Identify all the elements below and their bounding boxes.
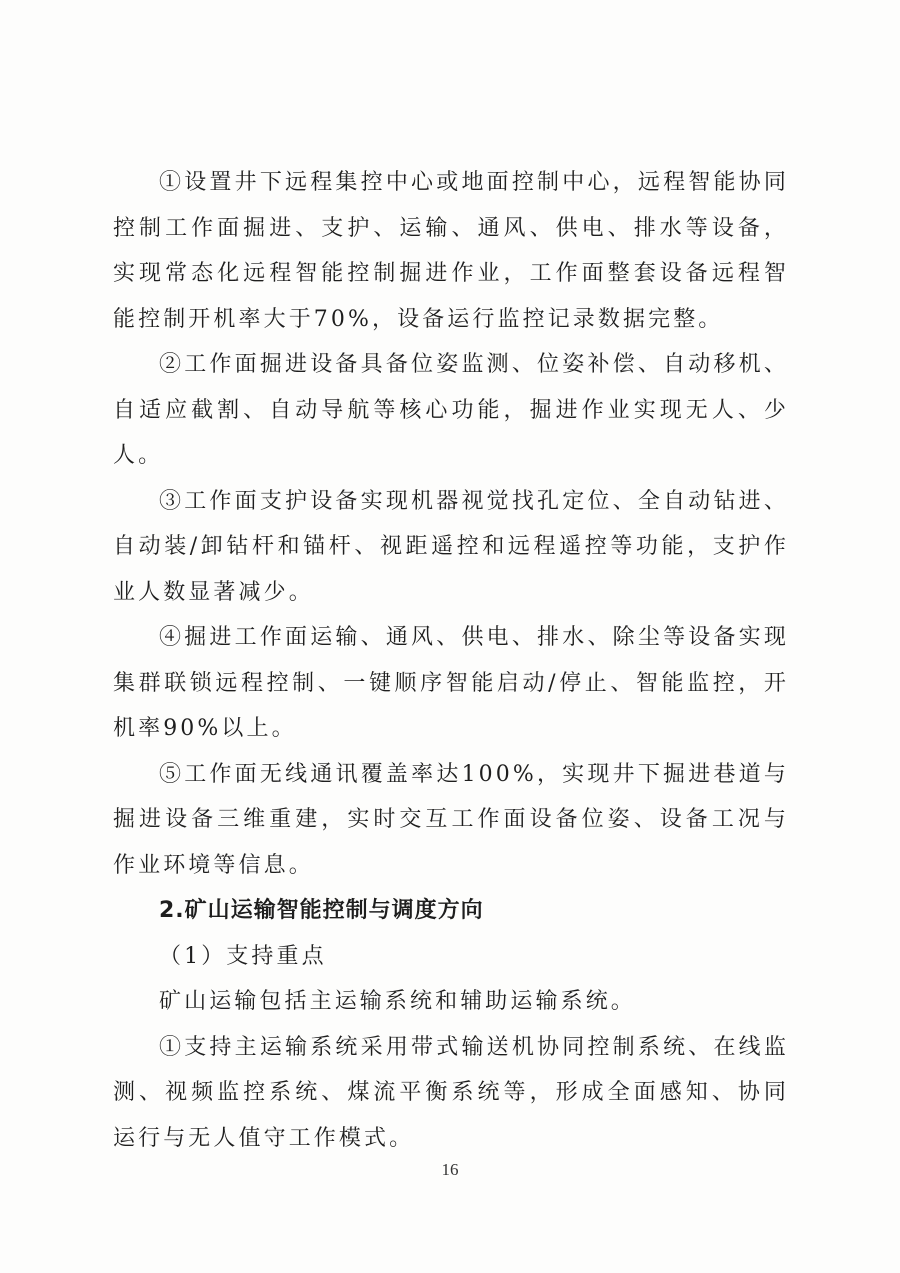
page-content [113, 160, 789, 1161]
page-number: 16 [441, 1160, 459, 1179]
paragraph-3: ③工作面支护设备实现机器视觉找孔定位、全自动钻进、自动装/卸钻杆和锚杆、视距遥控和远程遥控等功能，支护作业人数显著减少。 [113, 488, 789, 605]
paragraph-1: ①设置井下远程集控中心或地面控制中心，远程智能协同控制工作面掘进、支护、运输、通风、供电、排水等设备，实现常态化远程智能控制掘进作业，工作面整套设备远程智能控制开机率大于70%，设备运行监控记录数据完整。 [113, 170, 789, 332]
section-heading: 2.矿山运输智能控制与调度方向 [159, 898, 484, 923]
paragraph-6: 矿山运输包括主运输系统和辅助运输系统。 [159, 989, 636, 1014]
sub-heading: （1）支持重点 [159, 943, 327, 969]
paragraph-5: ⑤工作面无线通讯覆盖率达100%，实现井下掘进巷道与掘进设备三维重建，实时交互工作面设备位姿、设备工况与作业环境等信息。 [113, 761, 789, 878]
paragraph-7: ①支持主运输系统采用带式输送机协同控制系统、在线监测、视频监控系统、煤流平衡系统等，形成全面感知、协同运行与无人值守工作模式。 [113, 1034, 789, 1151]
paragraph-2: ②工作面掘进设备具备位姿监测、位姿补偿、自动移机、自适应截割、自动导航等核心功能，掘进作业实现无人、少人。 [113, 352, 789, 468]
paragraph-4: ④掘进工作面运输、通风、供电、排水、除尘等设备实现集群联锁远程控制、一键顺序智能启动/停止、智能监控，开机率90%以上。 [113, 625, 789, 741]
